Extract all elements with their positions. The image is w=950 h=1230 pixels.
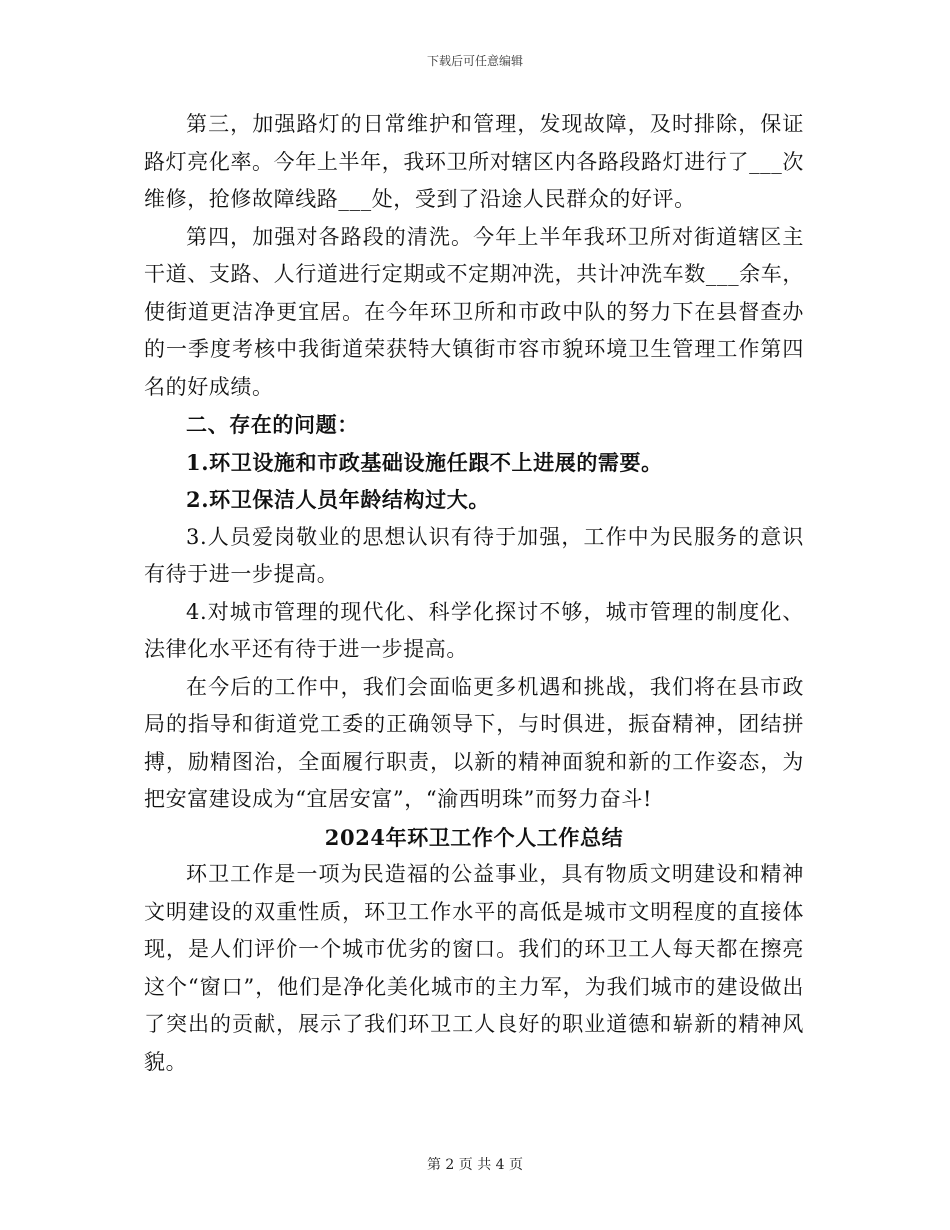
paragraph-intro: 环卫工作是一项为民造福的公益事业，具有物质文明建设和精神文明建设的双重性质，环卫工作水平的高低是城市文明程度的直接体现，是人们评价一个城市优劣的窗口。我们的环卫工人每天都在擦亮这个“窗口”，他们是净化美化城市的主力军，为我们城市的建设做出了突出的贡献，展示了我们环卫工人良好的职业道德和崭新的精神风貌。 [144, 862, 804, 1074]
section-heading-problems: 二、存在的问题： [186, 412, 359, 437]
issue-item-4: 4.对城市管理的现代化、科学化探讨不够，城市管理的制度化、法律化水平还有待于进一步提高。 [144, 599, 804, 661]
paragraph-closing: 在今后的工作中，我们会面临更多机遇和挑战，我们将在县市政局的指导和街道党工委的正确领导下，与时俱进，振奋精神，团结拼搏，励精图治，全面履行职责，以新的精神面貌和新的工作姿态，为把安富建设成为“宜居安富”，“渝西明珠”而努力奋斗! [144, 674, 804, 811]
issue-item-1: 1.环卫设施和市政基础设施任跟不上进展的需要。 [186, 449, 663, 475]
issue-item-2: 2.环卫保洁人员年龄结构过大。 [186, 487, 490, 512]
document-title: 2024年环卫工作个人工作总结 [324, 824, 624, 850]
issue-item-3: 3.人员爱岗敬业的思想认识有待于加强，工作中为民服务的意识有待于进一步提高。 [144, 524, 804, 586]
paragraph-road-washing: 第四，加强对各路段的清洗。今年上半年我环卫所对街道辖区主干道、支路、人行道进行定期或不定期冲洗，共计冲洗车数___余车，使街道更洁净更宜居。在今年环卫所和市政中队的努力下在县督查办的一季度考核中我街道荣获特大镇街市容市貌环境卫生管理工作第四名的好成绩。 [144, 224, 804, 399]
header-note: 下载后可任意编辑 [426, 54, 523, 68]
paragraph-streetlight: 第三，加强路灯的日常维护和管理，发现故障，及时排除，保证路灯亮化率。今年上半年，我环卫所对辖区内各路段路灯进行了___次维修，抢修故障线路___处，受到了沿途人民群众的好评。 [144, 112, 804, 211]
page-number: 第 2 页 共 4 页 [426, 1157, 524, 1173]
document-body [144, 106, 804, 1081]
